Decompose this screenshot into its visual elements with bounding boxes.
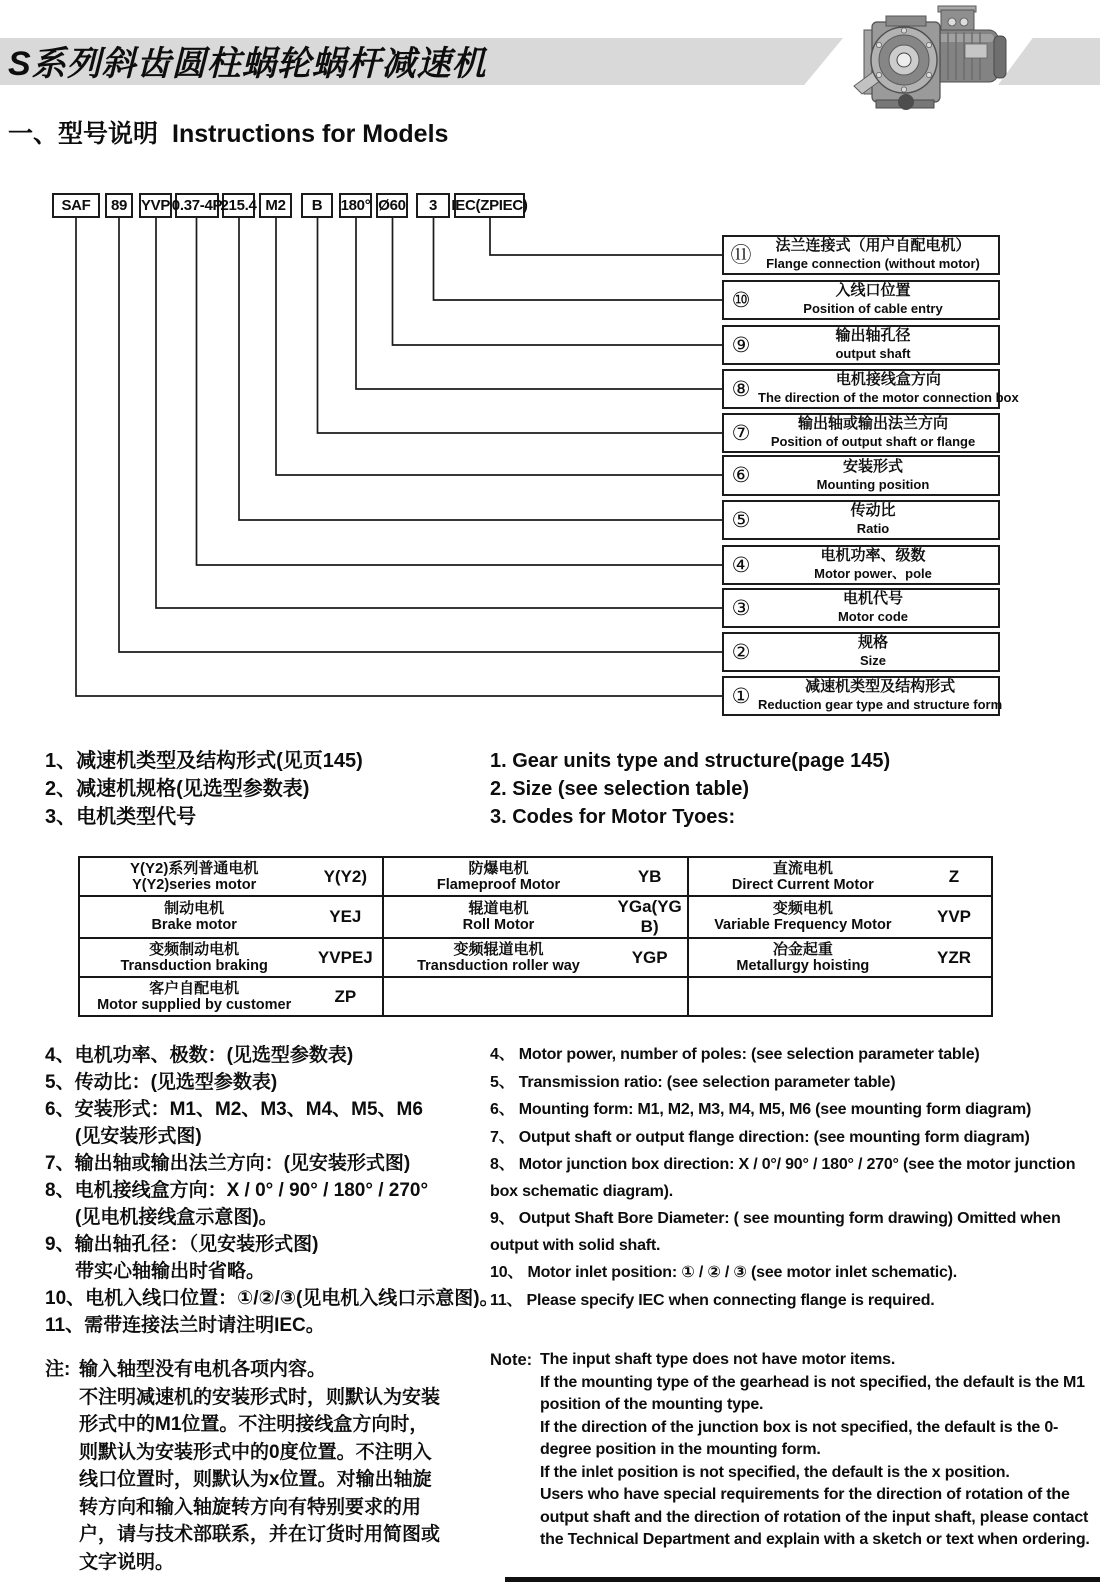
label-zh: 电机代号 — [842, 590, 903, 607]
note-text: 不注明减速机的安装形式时，则默认为安装形式中的M1位置。不注明接线盒方向时，则默认为安装形式中的0度位置。不注明入线口位置时，则默认为x位置。对输出轴旋转方向和输入轴旋转方向有特别要求的用户，请与技术部联系，并在订货时用简图或文字说明。 — [79, 1386, 441, 1573]
motor-type-en: Variable Frequency Motor — [714, 917, 892, 933]
list-item: 10、电机入线口位置：①/②/③(见电机入线口示意图)。 — [45, 1288, 499, 1309]
code-box-bore: Ø60 — [376, 193, 408, 218]
page-footer-bar — [505, 1577, 1100, 1582]
top-list-zh — [45, 747, 363, 831]
motor-type-zh: 制动电机 — [164, 900, 225, 917]
list-item: 1. Gear units type and structure(page 145) — [490, 750, 891, 772]
label-box-4 — [722, 545, 1000, 585]
label-box-3 — [722, 588, 1000, 628]
note-sentence: If the inlet position is not specified, the default is the x position. — [540, 1463, 1010, 1481]
label-zh: 减速机类型及结构形式 — [805, 678, 956, 695]
note-label: Note: — [490, 1351, 533, 1369]
list-item: 5、传动比：(见选型参数表) — [45, 1072, 278, 1093]
list-item-continuation: 带实心轴输出时省略。 — [75, 1261, 266, 1282]
list-item: 4、电机功率、极数：(见选型参数表) — [45, 1045, 354, 1066]
circled-number: ⑥ — [731, 464, 751, 487]
label-box-10 — [722, 280, 1000, 320]
code-box-type: SAF — [52, 193, 100, 218]
table-row — [79, 896, 992, 938]
code-box-shaft-dir: B — [301, 193, 333, 218]
code-box-mounting: M2 — [259, 193, 292, 218]
motor-code: YB — [637, 866, 662, 886]
lower-list-zh — [45, 1042, 499, 1339]
label-zh: 法兰连接式（用户自配电机） — [775, 237, 971, 254]
label-zh: 规格 — [857, 634, 888, 651]
motor-code: YVPEJ — [317, 947, 373, 967]
label-zh: 入线口位置 — [835, 282, 911, 299]
motor-code: YGP — [631, 947, 668, 967]
label-en: Flange connection (without motor) — [766, 256, 980, 271]
code-box-iec: IEC(ZPIEC) — [454, 193, 525, 218]
label-en: Reduction gear type and structure form — [758, 697, 1003, 712]
motor-code: YGa(YG B) — [617, 897, 682, 936]
top-list-en — [490, 747, 890, 831]
circled-number: ⑦ — [731, 421, 751, 445]
motor-type-zh: 变频电机 — [772, 900, 833, 917]
label-en: Motor power、pole — [814, 566, 932, 581]
label-en: Mounting position — [816, 476, 930, 492]
motor-type-en: Brake motor — [151, 917, 237, 933]
list-item: 10、 Motor inlet position: ① / ② / ③ (see motor inlet schematic). — [490, 1264, 958, 1281]
code-box-cable-entry: 3 — [416, 193, 450, 218]
motor-type-en: Metallurgy hoisting — [736, 957, 870, 974]
label-en: Ratio — [856, 521, 890, 536]
label-zh: 电机接线盒方向 — [835, 371, 941, 388]
note-label: 注: — [45, 1359, 71, 1380]
note-sentence: The input shaft type does not have motor items. — [540, 1351, 896, 1368]
list-item: 8、 Motor junction box direction: X / 0°/ 90° / 180° / 270° (see the motor junction box schematic diagram). — [490, 1156, 1076, 1200]
list-item: 1、减速机类型及结构形式(见页145) — [45, 750, 363, 772]
table-row — [79, 857, 992, 896]
lower-list-en — [490, 1042, 1080, 1315]
page-title: S系列斜齿圆柱蜗轮蜗杆减速机 — [8, 45, 487, 83]
note-sentence: If the direction of the junction box is not specified, the default is the 0-degree position in the mounting form. — [540, 1418, 1059, 1458]
motor-type-zh: 辊道电机 — [468, 900, 529, 917]
list-item: 8、电机接线盒方向：X / 0° / 90° / 180° / 270° — [45, 1180, 429, 1201]
label-box-8 — [722, 369, 1019, 409]
label-en: The direction of the motor connection box — [758, 390, 1019, 405]
empty-cell — [688, 977, 992, 1016]
label-en: Position of cable entry — [803, 301, 943, 316]
motor-type-en: Y(Y2)series motor — [132, 876, 257, 893]
circled-number: ④ — [731, 553, 751, 577]
note-en — [490, 1349, 1090, 1552]
label-en: Size — [859, 653, 886, 668]
motor-type-zh: 冶金起重 — [772, 940, 833, 958]
list-item-continuation: (见电机接线盒示意图)。 — [75, 1207, 278, 1228]
label-box-7 — [722, 413, 1000, 453]
empty-cell — [383, 977, 687, 1016]
label-zh: 输出轴孔径 — [835, 327, 911, 344]
label-en: output shaft — [835, 346, 911, 361]
list-item: 6、 Mounting form: M1, M2, M3, M4, M5, M6 (see mounting form diagram) — [490, 1101, 1032, 1118]
motor-type-zh: 变频辊道电机 — [453, 940, 544, 958]
list-item: 7、输出轴或输出法兰方向：(见安装形式图) — [45, 1153, 411, 1174]
motor-type-zh: 变频制动电机 — [149, 940, 240, 958]
motor-code: Z — [948, 866, 960, 886]
code-box-power-pole: 0.37-4P — [175, 193, 219, 218]
label-en: Motor code — [837, 609, 909, 624]
list-item: 6、安装形式：M1、M2、M3、M4、M5、M6 — [45, 1099, 423, 1120]
circled-number: ⑩ — [731, 288, 751, 312]
list-item: 9、输出轴孔径：（见安装形式图) — [45, 1234, 319, 1255]
motor-code: ZP — [334, 986, 357, 1006]
list-item: 7、 Output shaft or output flange direction: (see mounting form diagram) — [490, 1128, 1030, 1146]
label-zh: 安装形式 — [842, 457, 903, 475]
code-box-junction: 180° — [339, 193, 372, 218]
circled-number: ⑤ — [731, 508, 751, 532]
code-box-motor-code: YVP — [139, 193, 172, 218]
note-zh — [45, 1356, 445, 1576]
section-heading-en: Instructions for Models — [172, 120, 449, 148]
motor-code: YEJ — [329, 907, 362, 926]
circled-number: ② — [731, 640, 751, 664]
list-item: 5、 Transmission ratio: (see selection parameter table) — [490, 1073, 896, 1091]
label-zh: 传动比 — [850, 502, 896, 519]
table-row — [79, 938, 992, 977]
motor-type-en: Direct Current Motor — [731, 876, 874, 893]
motor-type-zh: Y(Y2)系列普通电机 — [129, 859, 259, 877]
list-item: 2. Size (see selection table) — [490, 778, 749, 800]
motor-code: YZR — [937, 947, 971, 967]
motor-type-zh: 直流电机 — [772, 859, 833, 877]
motor-type-en: Flameproof Motor — [436, 876, 561, 893]
motor-type-en: Transduction braking — [120, 957, 268, 974]
label-zh: 电机功率、级数 — [820, 547, 926, 564]
list-item: 9、 Output Shaft Bore Diameter: ( see mounting form drawing) Omitted when output with solid shaft. — [490, 1210, 1061, 1254]
label-box-6 — [722, 455, 1000, 496]
motor-type-zh: 客户自配电机 — [149, 979, 240, 997]
code-box-ratio: 215.4 — [222, 193, 255, 218]
table-row — [79, 977, 992, 1016]
motor-type-zh: 防爆电机 — [468, 859, 529, 877]
label-zh: 输出轴或输出法兰方向 — [797, 415, 948, 432]
label-box-2 — [722, 632, 1000, 672]
list-item: 2、减速机规格(见选型参数表) — [45, 778, 310, 800]
circled-number: ⑨ — [731, 333, 751, 357]
list-item: 11、 Please specify IEC when connecting flange is required. — [490, 1291, 935, 1309]
circled-number: ⑧ — [731, 377, 751, 401]
motor-code: YVP — [936, 907, 972, 926]
circled-number: ⑪ — [730, 243, 752, 267]
list-item: 3. Codes for Motor Tyoes: — [490, 806, 736, 828]
note-sentence: If the mounting type of the gearhead is not specified, the default is the M1 position of the mounting type. — [540, 1373, 1085, 1413]
section-heading — [8, 114, 448, 150]
gear-motor-image — [840, 2, 1025, 114]
list-item: 3、电机类型代号 — [45, 806, 197, 828]
label-box-9 — [722, 325, 1000, 365]
note-text: 输入轴型没有电机各项内容。 — [79, 1359, 327, 1380]
motor-codes-table — [78, 856, 993, 1017]
motor-type-en: Roll Motor — [462, 917, 535, 933]
circled-number: ① — [731, 684, 751, 708]
list-item: 11、需带连接法兰时请注明IEC。 — [45, 1315, 325, 1336]
note-sentence: Users who have special requirements for the direction of rotation of the output shaft and the direction of rotation of the input shaft, please contact the Technical Department and explain with a sketch or text when ordering. — [540, 1486, 1090, 1548]
label-box-11 — [722, 235, 1000, 275]
motor-type-en: Motor supplied by customer — [97, 996, 292, 1013]
section-heading-zh: 一、型号说明 — [8, 120, 159, 148]
code-box-size: 89 — [105, 193, 133, 218]
list-item: 4、 Motor power, number of poles: (see selection parameter table) — [490, 1046, 980, 1063]
label-box-5 — [722, 500, 1000, 540]
circled-number: ③ — [731, 596, 751, 620]
motor-type-en: Transduction roller way — [417, 957, 580, 974]
list-item-continuation: (见安装形式图) — [75, 1126, 202, 1147]
label-box-1 — [722, 676, 1003, 716]
motor-code: Y(Y2) — [323, 866, 368, 886]
label-en: Position of output shaft or flange — [770, 434, 976, 449]
